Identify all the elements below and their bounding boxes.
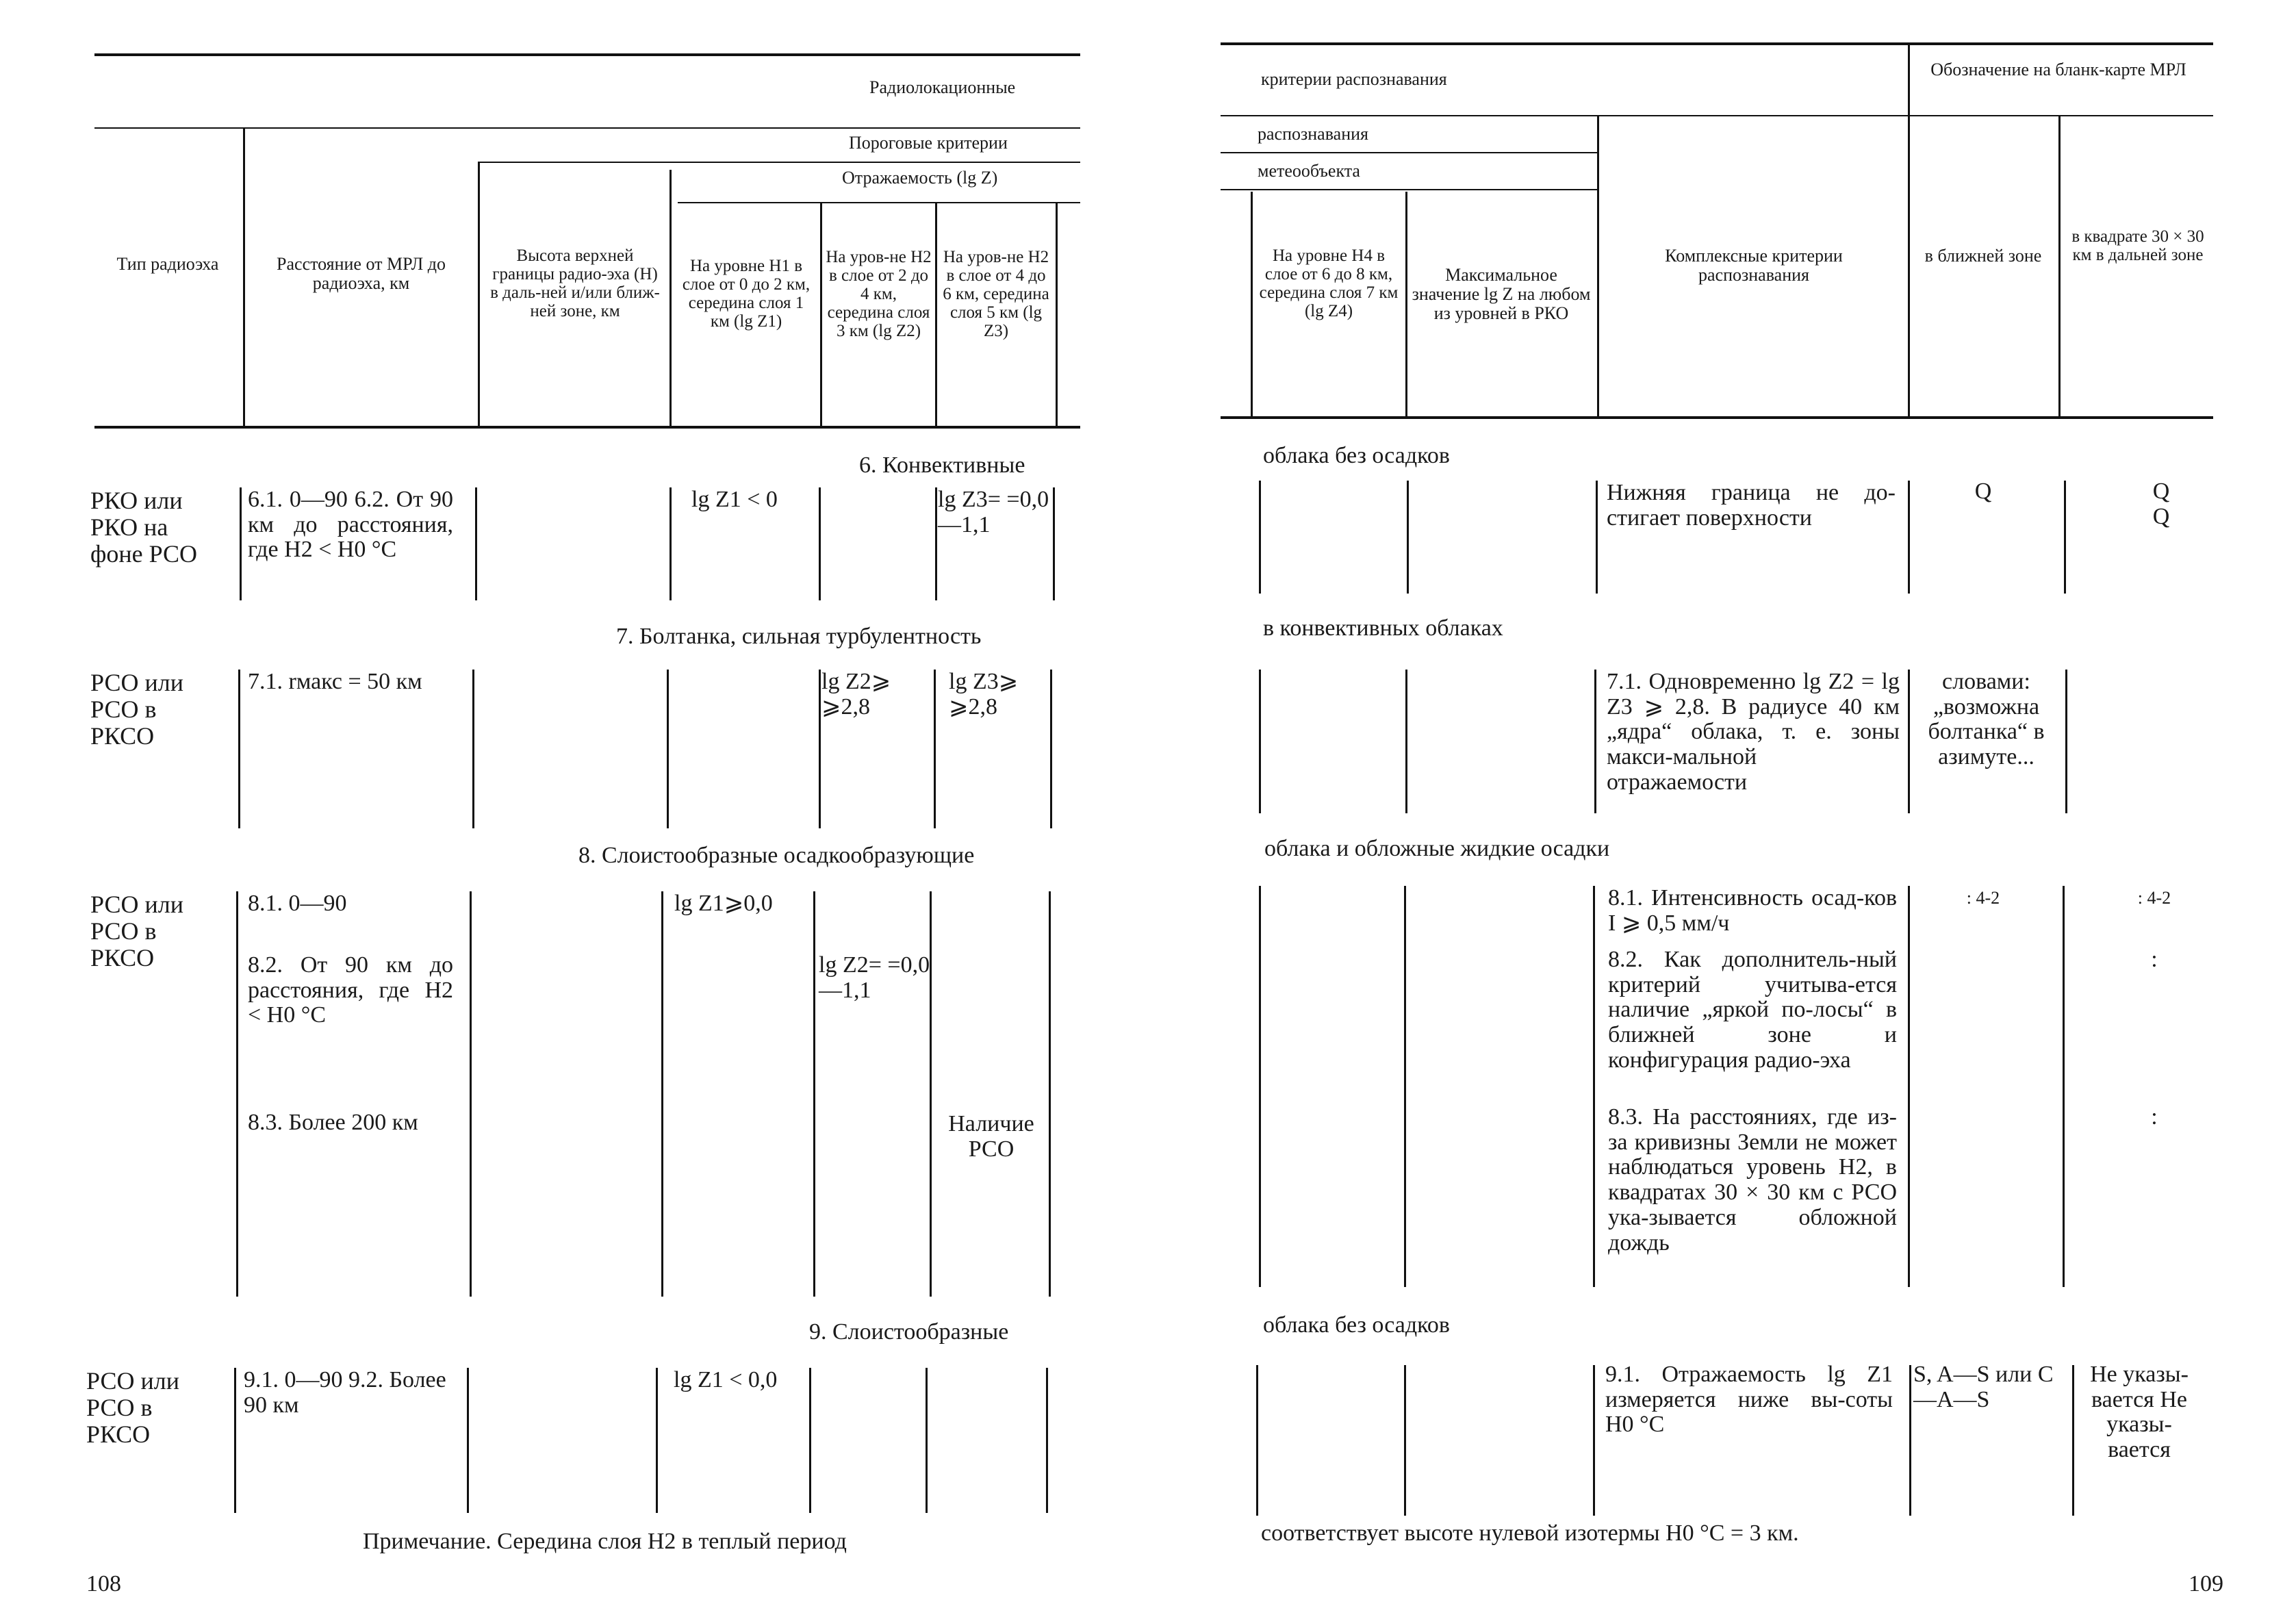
row-line xyxy=(1405,670,1407,813)
section-title: облака без осадков xyxy=(1263,443,1450,468)
near-zone-cell: словами: „возможна болтанка“ в азимуте... xyxy=(1928,669,2045,770)
row-line xyxy=(1050,670,1052,828)
distance-cell: 8.2. От 90 км до расстояния, где H2 < H0 °C xyxy=(248,952,453,1028)
header-group-rule xyxy=(94,127,1080,129)
row-line xyxy=(1593,886,1595,1287)
echo-type: РСО или РСО в РКСО xyxy=(86,1367,179,1448)
distance-cell: 7.1. rмакс = 50 км xyxy=(248,669,422,694)
echo-type: РСО или РСО в РКСО xyxy=(90,669,183,750)
threshold-title: Пороговые критерии xyxy=(849,133,1008,153)
row-line xyxy=(1049,891,1051,1297)
far-zone-cell: : xyxy=(2151,947,2158,972)
echo-type: РКО или РКО на фоне РСО xyxy=(90,487,198,568)
row-line xyxy=(2065,670,2067,813)
header-col-line xyxy=(478,162,480,426)
col-distance-header: Расстояние от МРЛ до радиоэха, км xyxy=(277,254,446,294)
distance-cell: 8.3. Более 200 км xyxy=(248,1110,418,1135)
header-group-rule xyxy=(1221,115,1980,116)
header-col-line xyxy=(1908,42,1910,416)
row-line xyxy=(1594,670,1596,813)
row-line xyxy=(813,891,815,1297)
header-col-line xyxy=(2058,115,2061,416)
col-complex-header: Комплексные критерии распознавания xyxy=(1665,246,1843,285)
near-zone-cell: : 4-2 xyxy=(1966,888,2000,908)
row-line xyxy=(1404,1365,1406,1516)
section-title: облака без осадков xyxy=(1263,1312,1450,1338)
right-page xyxy=(1148,0,2296,1617)
designation-header: Обозначение на бланк-карте МРЛ xyxy=(1930,60,2186,79)
complex-criteria-cell: 9.1. Отражаемость lg Z1 измеряется ниже вы-соты H0 °C xyxy=(1605,1362,1893,1438)
col-type-header: Тип радиоэха xyxy=(116,254,219,274)
row-line xyxy=(1256,1365,1258,1516)
row-line xyxy=(475,487,477,600)
row-line xyxy=(934,670,936,828)
row-line xyxy=(656,1368,658,1513)
complex-criteria-cell: Нижняя граница не до-стигает поверхности xyxy=(1607,480,1896,531)
echo-type: РСО или РСО в РКСО xyxy=(90,891,183,971)
distance-cell: 6.1. 0—90 6.2. От 90 км до расстояния, где H2 < H0 °C xyxy=(248,487,453,563)
meteo-object-rule xyxy=(1221,189,1599,190)
group-title: критерии распознавания xyxy=(1261,69,1447,89)
row-line xyxy=(1407,481,1409,594)
distance-cell: 9.1. 0—90 9.2. Более 90 км xyxy=(244,1367,446,1418)
row-line xyxy=(234,1368,236,1513)
threshold-rule xyxy=(479,162,1080,163)
z1-cell: lg Z1 < 0,0 xyxy=(674,1367,778,1392)
group-title: Радиолокационные xyxy=(869,77,1016,97)
row-line xyxy=(1259,670,1261,813)
row-line xyxy=(819,670,821,828)
complex-criteria-cell: 7.1. Одновременно lg Z2 = lg Z3 ⩾ 2,8. В радиусе 40 км „ядра“ облака, т. е. зоны макси-мальной отражаемости xyxy=(1607,669,1900,795)
row-line xyxy=(930,891,932,1297)
section-title: 6. Конвективные xyxy=(859,453,1025,478)
col-z3-header: На уров-не H2 в слое от 4 до 6 км, середина слоя 5 км (lg Z3) xyxy=(943,248,1049,340)
meteo-object-label: метеообъекта xyxy=(1258,161,1360,181)
row-line xyxy=(935,487,937,600)
z2-cell: lg Z2⩾ ⩾2,8 xyxy=(821,669,891,720)
row-line xyxy=(1596,481,1598,594)
header-group-rule xyxy=(1908,115,2213,116)
col-z4-header: На уровне H4 в слое от 6 до 8 км, середина слоя 7 км (lg Z4) xyxy=(1259,246,1399,320)
far-zone-cell: : xyxy=(2151,1104,2158,1130)
header-top-rule xyxy=(94,53,1080,56)
row-line xyxy=(1593,1365,1595,1516)
footnote: соответствует высоте нулевой изотермы H0 °C = 3 км. xyxy=(1261,1520,1799,1546)
row-line xyxy=(467,1368,469,1513)
header-col-line xyxy=(1251,192,1253,416)
far-zone-cell: : 4-2 xyxy=(2137,888,2171,908)
recognition-rule xyxy=(1221,152,1599,153)
section-title: 9. Слоистообразные xyxy=(809,1319,1009,1345)
row-line xyxy=(2064,481,2066,594)
near-zone-cell: S, A—S или C—A—S xyxy=(1913,1362,2054,1412)
row-line xyxy=(926,1368,928,1513)
complex-criteria-cell: 8.1. Интенсивность осад-ков I ⩾ 0,5 мм/ч xyxy=(1608,885,1897,936)
row-line xyxy=(669,487,672,600)
col-near-header: в ближней зоне xyxy=(1924,246,2042,266)
far-zone-cell: Q Q xyxy=(2152,479,2170,529)
page-number: 108 xyxy=(86,1571,121,1596)
recognition-label: распознавания xyxy=(1258,124,1368,144)
row-line xyxy=(819,487,821,600)
z1-cell: lg Z1⩾0,0 xyxy=(674,891,773,916)
row-line xyxy=(1909,1365,1911,1516)
header-col-line xyxy=(1056,202,1058,426)
page-number: 109 xyxy=(2189,1571,2223,1596)
section-title: 7. Болтанка, сильная турбулентность xyxy=(616,624,982,649)
row-line xyxy=(1259,886,1261,1287)
header-col-line xyxy=(243,127,245,426)
row-line xyxy=(472,670,474,828)
z1-cell: lg Z1 < 0 xyxy=(691,487,778,512)
section-title: в конвективных облаках xyxy=(1263,615,1503,641)
z2-cell: lg Z2= =0,0—1,1 xyxy=(819,952,930,1003)
row-line xyxy=(1046,1368,1048,1513)
col-z2-header: На уров-не H2 в слое от 2 до 4 км, середина слоя 3 км (lg Z2) xyxy=(826,248,932,340)
header-bottom-rule xyxy=(1221,416,2213,419)
row-line xyxy=(1053,487,1055,600)
row-line xyxy=(1404,886,1406,1287)
z3-cell: lg Z3⩾ ⩾2,8 xyxy=(949,669,1019,720)
row-line xyxy=(2063,886,2065,1287)
row-line xyxy=(1908,670,1910,813)
z3-cell: Наличие РСО xyxy=(948,1111,1034,1162)
row-line xyxy=(1259,481,1261,594)
row-line xyxy=(809,1368,811,1513)
near-zone-cell: Q xyxy=(1974,479,1992,504)
header-col-line xyxy=(935,202,937,426)
header-col-line xyxy=(1405,192,1407,416)
row-line xyxy=(667,670,669,828)
far-zone-cell: Не указы-вается Не указы-вается xyxy=(2090,1362,2189,1463)
row-line xyxy=(240,487,242,600)
col-z1-header: На уровне H1 в слое от 0 до 2 км, середина слоя 1 км (lg Z1) xyxy=(682,257,811,331)
section-title: облака и обложные жидкие осадки xyxy=(1264,836,1610,861)
reflectivity-title: Отражаемость (lg Z) xyxy=(842,168,998,188)
header-top-rule xyxy=(1221,42,2213,45)
row-line xyxy=(1908,481,1910,594)
row-line xyxy=(1908,886,1910,1287)
z3-cell: lg Z3= =0,0—1,1 xyxy=(938,487,1049,537)
header-col-line xyxy=(820,202,822,426)
row-line xyxy=(2072,1365,2074,1516)
complex-criteria-cell: 8.2. Как дополнитель-ный критерий учитыва-ется наличие „яркой по-лосы“ в ближней зоне и конфигурация радио-эха xyxy=(1608,947,1897,1073)
header-bottom-rule xyxy=(94,426,1080,429)
row-line xyxy=(236,891,238,1297)
complex-criteria-cell: 8.3. На расстояниях, где из-за кривизны Земли не может наблюдаться уровень H2, в квадратах 30 × 30 км с РСО ука-зывается обложной дождь xyxy=(1608,1104,1897,1256)
row-line xyxy=(238,670,240,828)
reflectivity-rule xyxy=(678,202,1080,203)
section-title: 8. Слоистообразные осадкообразующие xyxy=(578,843,975,868)
header-col-line xyxy=(1597,115,1599,416)
col-far-header: в квадрате 30 × 30 км в дальней зоне xyxy=(2071,227,2204,264)
col-height-header: Высота верхней границы радио-эха (H) в даль-ней и/или ближ-ней зоне, км xyxy=(490,246,660,320)
col-max-header: Максимальное значение lg Z на любом из уровней в РКО xyxy=(1412,265,1591,324)
distance-cell: 8.1. 0—90 xyxy=(248,891,347,916)
row-line xyxy=(661,891,663,1297)
row-line xyxy=(470,891,472,1297)
footnote: Примечание. Середина слоя H2 в теплый период xyxy=(363,1529,847,1554)
header-col-line xyxy=(669,170,672,426)
